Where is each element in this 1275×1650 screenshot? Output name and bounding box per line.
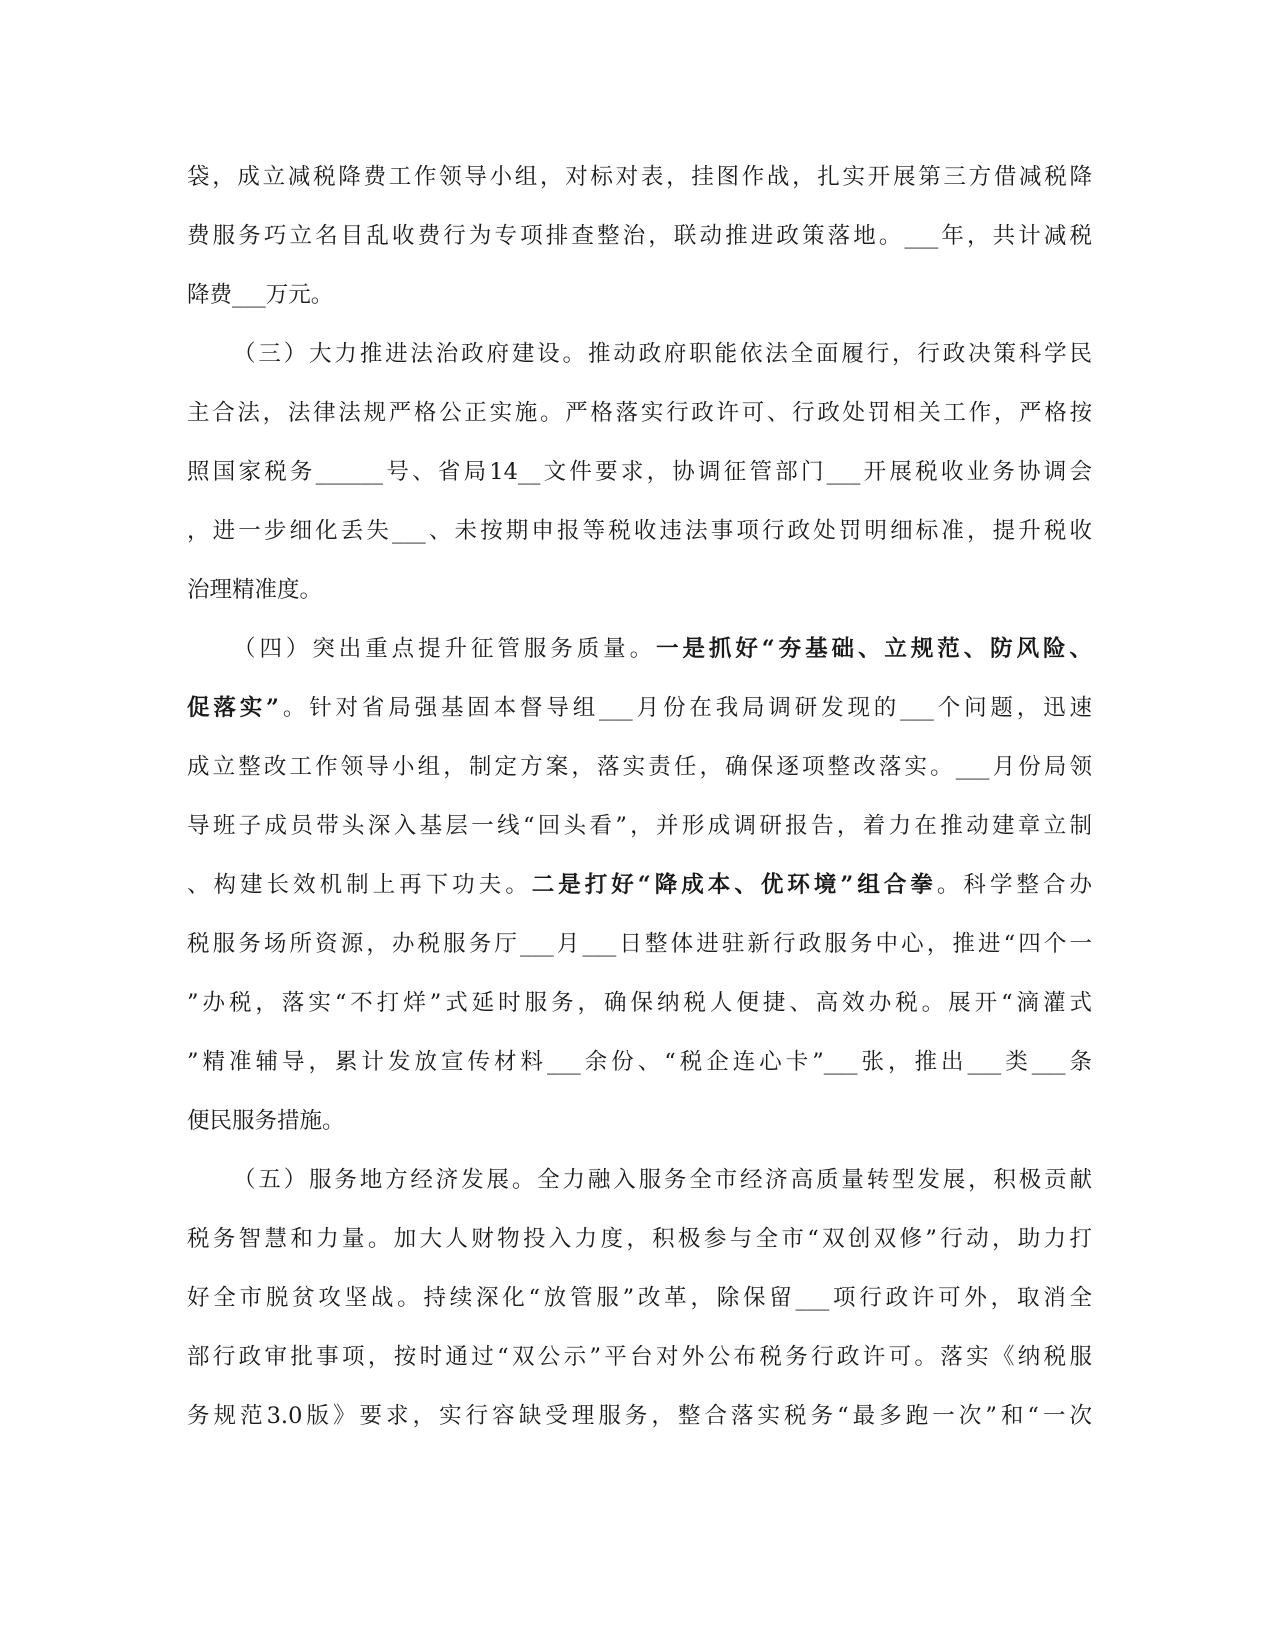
text-line: 便民服务措施。 xyxy=(187,1108,345,1134)
text-run: 、构建长效机制上再下功夫。 xyxy=(187,872,532,898)
bold-heading-run: 二是打好“降成本、优环境”组合拳 xyxy=(531,872,937,898)
paragraph-4 xyxy=(187,635,1092,1166)
text-line: ”精准辅导，累计发放宣传材料___余份、“税企连心卡”___张，推出___类___条 xyxy=(187,1049,1092,1075)
text-line: 部行政审批事项，按时通过“双公示”平台对外公布税务行政许可。落实《纳税服 xyxy=(187,1344,1092,1370)
text-run: （四）突出重点提升征管服务质量。 xyxy=(233,636,657,662)
text-line xyxy=(187,635,1092,694)
text-line: 导班子成员带头深入基层一线“回头看”，并形成调研报告，着力在推动建章立制 xyxy=(187,813,1092,839)
text-line: 照国家税务______号、省局14__文件要求，协调征管部门___开展税收业务协调会 xyxy=(187,459,1092,485)
text-line: ”办税，落实“不打烊”式延时服务，确保纳税人便捷、高效办税。展开“滴灌式 xyxy=(187,990,1092,1016)
text-line: 务规范3.0版》要求，实行容缺受理服务，整合落实税务“最多跑一次”和“一次 xyxy=(187,1403,1092,1429)
text-line: （五）服务地方经济发展。全力融入服务全市经济高质量转型发展，积极贡献 xyxy=(233,1167,1092,1193)
text-run: 。科学整合办 xyxy=(936,872,1092,898)
text-line: 袋，成立减税降费工作领导小组，对标对表，挂图作战，扎实开展第三方借减税降 xyxy=(187,164,1092,190)
text-line: 降费___万元。 xyxy=(187,282,334,308)
text-line: 税务智慧和力量。加大人财物投入力度，积极参与全市“双创双修”行动，助力打 xyxy=(187,1226,1092,1252)
text-line: 税服务场所资源，办税服务厅___月___日整体进驻新行政服务中心，推进“四个一 xyxy=(187,931,1092,957)
text-line: 好全市脱贫攻坚战。持续深化“放管服”改革，除保留___项行政许可外，取消全 xyxy=(187,1285,1092,1311)
paragraph-3 xyxy=(187,340,1092,635)
text-run: 。针对省局强基固本督导组___月份在我局调研发现的___个问题，迅速 xyxy=(279,695,1092,721)
text-line: 治理精准度。 xyxy=(187,577,323,603)
text-line: 成立整改工作领导小组，制定方案，落实责任，确保逐项整改落实。___月份局领 xyxy=(187,754,1092,780)
paragraph-5 xyxy=(187,1166,1092,1461)
text-line: 主合法，法律法规严格公正实施。严格落实行政许可、行政处罚相关工作，严格按 xyxy=(187,400,1092,426)
paragraph-2-tail xyxy=(187,163,1092,340)
text-line: （三）大力推进法治政府建设。推动政府职能依法全面履行，行政决策科学民 xyxy=(233,341,1092,367)
bold-heading-run: 一是抓好“夯基础、立规范、防风险、 xyxy=(656,636,1092,662)
text-line: 费服务巧立名目乱收费行为专项排查整治，联动推进政策落地。___年，共计减税 xyxy=(187,223,1092,249)
bold-heading-run: 促落实” xyxy=(187,695,279,721)
text-line: ，进一步细化丢失___、未按期申报等税收违法事项行政处罚明细标准，提升税收 xyxy=(187,518,1092,544)
document-body xyxy=(187,163,1092,1461)
text-line xyxy=(187,871,1092,930)
text-line xyxy=(187,694,1092,753)
